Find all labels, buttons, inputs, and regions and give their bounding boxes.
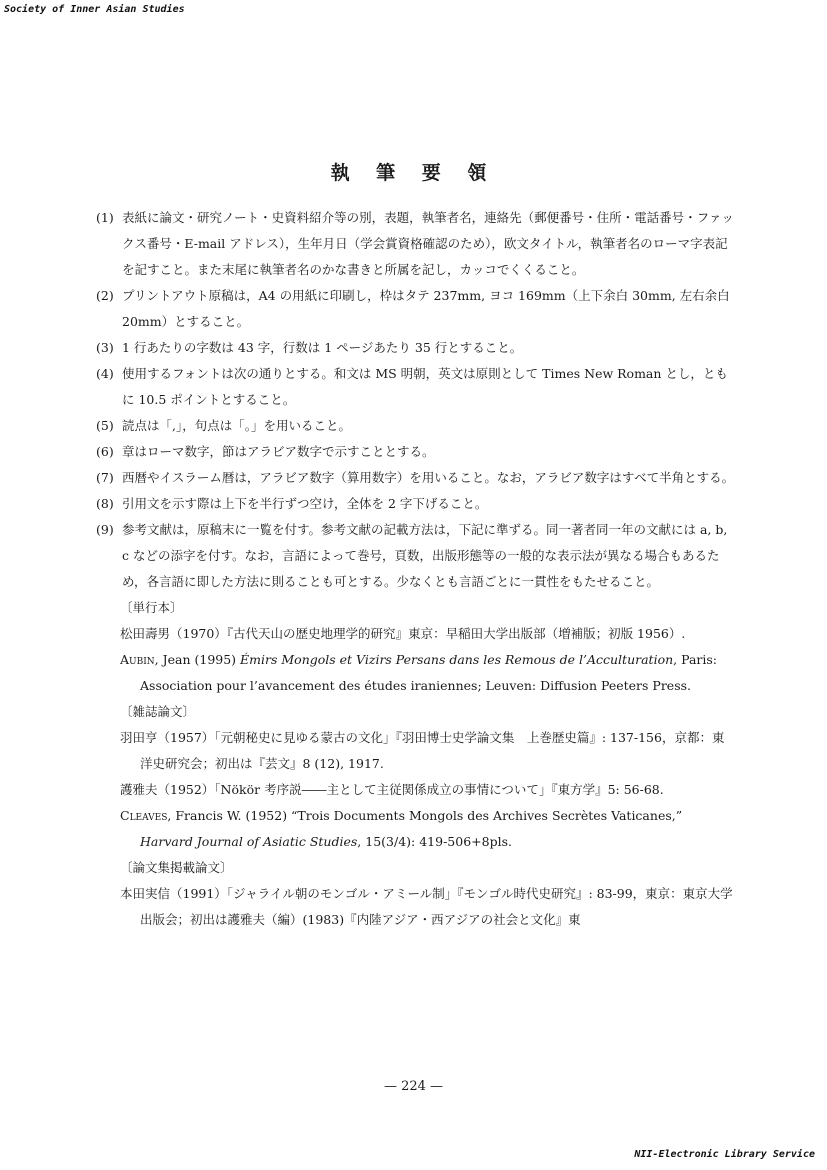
reference-entry xyxy=(96,647,736,699)
reference-title: Harvard Journal of Asiatic Studies xyxy=(140,834,358,849)
item-text: プリントアウト原稿は，A4 の用紙に印刷し，枠はタテ 237mm, ヨコ 169mm（上下余白 30mm, 左右余白 20mm）とすること。 xyxy=(122,288,730,329)
item-text: 章はローマ数字，節はアラビア数字で示すこととする。 xyxy=(122,444,435,459)
section-heading-journals: 〔雑誌論文〕 xyxy=(120,704,196,719)
reference-entry xyxy=(96,803,736,855)
reference-entry: 松田壽男（1970）『古代天山の歴史地理学的研究』東京：早稲田大学出版部（増補版；初版 1956）. xyxy=(120,626,686,641)
reference-text: , Jean (1995) xyxy=(154,652,241,667)
item-number: (9) xyxy=(96,522,114,537)
page-title: 執 筆 要 領 xyxy=(330,162,497,184)
guideline-item xyxy=(96,491,736,517)
page-number: — 224 — xyxy=(383,1079,444,1094)
item-text: 1 行あたりの字数は 43 字，行数は 1 ページあたり 35 行とすること。 xyxy=(122,340,523,355)
reference-text: , Francis W. (1952) “Trois Documents Mongols des Archives Secrètes Vaticanes,” xyxy=(167,808,683,823)
reference-author: Aubin xyxy=(120,652,155,667)
reference-title: Émirs Mongols et Vizirs Persans dans les Remous de l’Acculturation xyxy=(240,652,674,667)
guideline-item xyxy=(96,283,736,335)
item-number: (1) xyxy=(96,210,114,225)
section-heading-collections: 〔論文集掲載論文〕 xyxy=(120,860,233,875)
item-number: (2) xyxy=(96,288,114,303)
item-text: 読点は「,」，句点は「。」を用いること。 xyxy=(122,418,351,433)
reference-entry: 護雅夫（1952）「Nökör 考序説――主として主従関係成立の事情について」『東方学』5: 56-68. xyxy=(120,782,664,797)
guideline-item xyxy=(96,335,736,361)
section-heading-books: 〔単行本〕 xyxy=(120,600,183,615)
item-text: 使用するフォントは次の通りとする。和文は MS 明朝，英文は原則として Times New Roman とし，ともに 10.5 ポイントとすること。 xyxy=(122,366,728,407)
reference-author: Cleaves xyxy=(120,808,168,823)
service-footer: NII-Electronic Library Service xyxy=(634,1149,815,1160)
guidelines-body xyxy=(96,205,736,933)
item-text: 引用文を示す際は上下を半行ずつ空け，全体を 2 字下げること。 xyxy=(122,496,488,511)
guideline-item xyxy=(96,205,736,283)
item-number: (4) xyxy=(96,366,114,381)
item-number: (5) xyxy=(96,418,114,433)
society-header: Society of Inner Asian Studies xyxy=(4,4,185,15)
guideline-item xyxy=(96,439,736,465)
item-number: (7) xyxy=(96,470,114,485)
guideline-item xyxy=(96,465,736,491)
item-text: 参考文献は，原稿末に一覧を付す。参考文献の記載方法は，下記に準ずる。同一著者同一年の文献には a, b, c などの添字を付す。なお，言語によって巻号，頁数，出版形態等の一般的な表示法が異なる場合もあるため，各言語に即した方法に則ることも可とする。少なくとも言語ごとに一貫性をもたせること。 xyxy=(122,522,728,589)
reference-entry: 羽田亨（1957）「元朝秘史に見ゆる蒙古の文化」『羽田博士史学論文集 上巻歴史篇』: 137-156，京都：東洋史研究会；初出は『芸文』8 (12), 1917. xyxy=(120,730,725,771)
reference-text: , Paris: Association pour l’avancement des études iraniennes; Leuven: Diffusion Peeters Press. xyxy=(140,652,718,693)
reference-text: , 15(3/4): 419-506+8pls. xyxy=(357,834,512,849)
item-number: (3) xyxy=(96,340,114,355)
item-number: (8) xyxy=(96,496,114,511)
item-text: 表紙に論文・研究ノート・史資料紹介等の別，表題，執筆者名，連絡先（郵便番号・住所・電話番号・ファックス番号・E-mail アドレス），生年月日（学会賞資格確認のため），欧文タイトル，執筆者名のローマ字表記を記すこと。また末尾に執筆者名のかな書きと所属を記し，カッコでくくること。 xyxy=(122,210,734,277)
guideline-item xyxy=(96,517,736,595)
guideline-item xyxy=(96,413,736,439)
guideline-item xyxy=(96,361,736,413)
item-number: (6) xyxy=(96,444,114,459)
reference-entry: 本田実信（1991）「ジャライル朝のモンゴル・アミール制」『モンゴル時代史研究』: 83-99，東京：東京大学出版会；初出は護雅夫（編）(1983)『内陸アジア・西アジアの社会と文化』東 xyxy=(120,886,733,927)
item-text: 西暦やイスラーム暦は，アラビア数字（算用数字）を用いること。なお，アラビア数字はすべて半角とする。 xyxy=(122,470,735,485)
